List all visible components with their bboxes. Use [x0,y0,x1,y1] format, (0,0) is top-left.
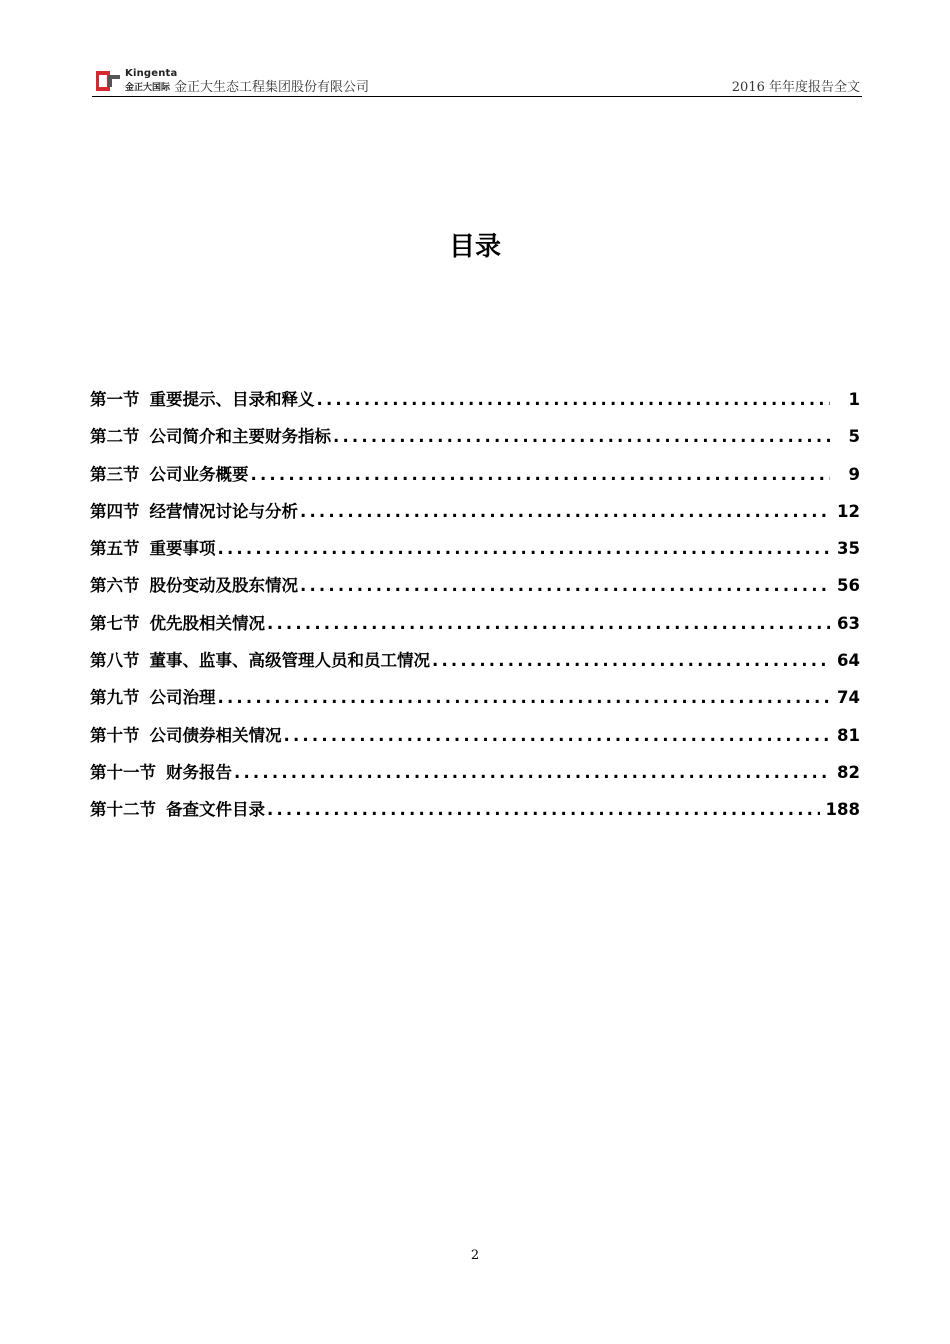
toc-section-number: 第三节 [90,464,140,484]
logo-chinese-text: 金正大国际 [125,83,171,93]
toc-section-title: 优先股相关情况 [149,613,265,633]
toc-entry[interactable] [90,461,860,498]
toc-dot-leader [284,726,831,745]
toc-section-title: 董事、监事、高级管理人员和员工情况 [149,651,430,671]
table-of-contents [90,386,860,834]
toc-entry[interactable] [90,759,860,796]
toc-section-number: 第八节 [90,651,140,671]
toc-dot-leader [267,614,830,633]
logo-english-text: Kingenta [125,68,178,79]
toc-page-number: 5 [848,427,860,447]
toc-page-number: 74 [837,688,860,708]
toc-section-number: 第六节 [90,576,140,596]
toc-section-number: 第四节 [90,501,140,521]
toc-section-number: 第七节 [90,613,140,633]
toc-section-title: 公司治理 [149,688,216,708]
toc-dot-leader [317,390,831,409]
toc-dot-leader [300,576,830,595]
kingenta-logo-icon [96,71,120,91]
toc-entry[interactable] [90,572,860,609]
toc-page-number: 188 [825,800,860,820]
toc-page-number: 35 [837,539,860,559]
toc-section-title: 公司业务概要 [149,464,249,484]
toc-entry[interactable] [90,386,860,423]
toc-section-title: 经营情况讨论与分析 [149,501,298,521]
toc-section-title: 备查文件目录 [166,800,265,820]
toc-section-number: 第十节 [90,725,140,745]
toc-entry[interactable] [90,610,860,647]
toc-page-number: 81 [837,725,860,745]
toc-dot-leader [251,465,831,484]
toc-page-number: 82 [837,762,860,782]
toc-section-number: 第五节 [90,539,140,559]
toc-section-title: 股份变动及股东情况 [149,576,298,596]
toc-entry[interactable] [90,647,860,684]
toc-section-number: 第九节 [90,688,140,708]
company-logo [96,68,176,94]
toc-section-title: 公司简介和主要财务指标 [149,427,331,447]
page-header [92,66,862,97]
toc-section-title: 重要提示、目录和释义 [149,390,315,409]
toc-section-title: 公司债券相关情况 [149,725,282,745]
toc-entry[interactable] [90,498,860,535]
toc-title: 目录 [448,232,501,262]
toc-page-number: 1 [848,390,860,409]
toc-entry[interactable] [90,684,860,721]
toc-section-number: 第二节 [90,427,140,447]
toc-entry[interactable] [90,796,860,833]
toc-section-number: 第一节 [90,390,140,409]
toc-dot-leader [218,688,831,707]
toc-page-number: 12 [837,501,860,521]
toc-page-number: 56 [837,576,860,596]
toc-section-title: 重要事项 [149,539,216,559]
toc-dot-leader [432,651,830,670]
toc-dot-leader [234,763,830,782]
toc-page-number: 64 [837,651,860,671]
page-number: 2 [470,1248,480,1263]
company-name: 金正大生态工程集团股份有限公司 [174,80,370,95]
toc-section-number: 第十二节 [90,800,156,820]
toc-dot-leader [333,427,830,446]
toc-entry[interactable] [90,535,860,572]
toc-dot-leader [267,800,820,819]
toc-section-title: 财务报告 [166,762,232,782]
report-name: 2016 年年度报告全文 [731,80,860,95]
toc-dot-leader [300,502,830,521]
toc-entry[interactable] [90,423,860,460]
toc-section-number: 第十一节 [90,762,156,782]
toc-entry[interactable] [90,722,860,759]
toc-page-number: 9 [848,464,860,484]
toc-page-number: 63 [837,613,860,633]
toc-dot-leader [218,539,831,558]
